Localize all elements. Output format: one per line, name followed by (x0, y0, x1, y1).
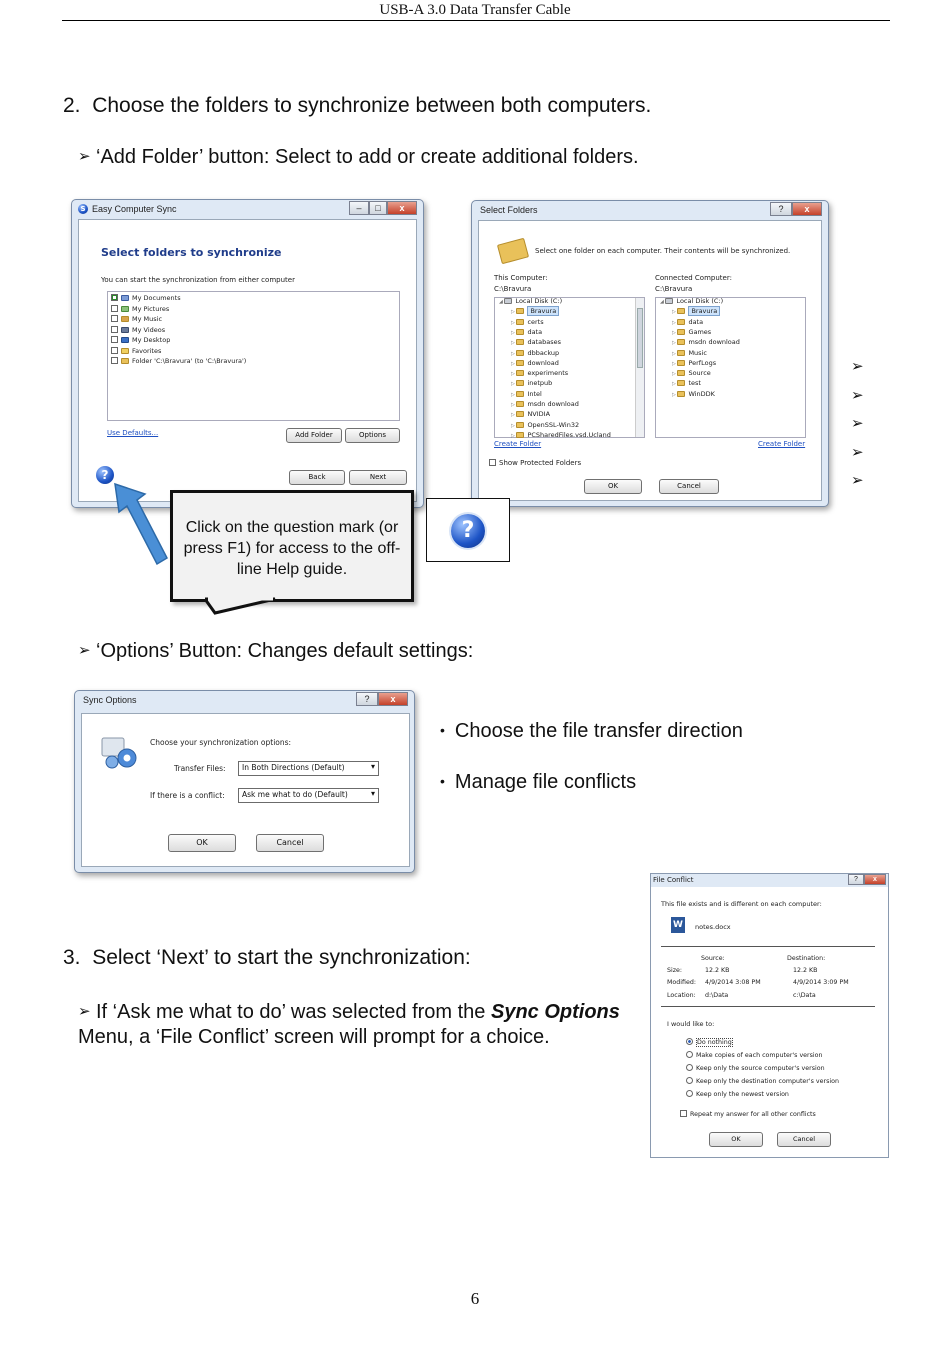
folder-label: My Music (132, 315, 163, 323)
cancel-button[interactable]: Cancel (659, 479, 719, 494)
modified-label: Modified: (667, 979, 696, 986)
tree-item[interactable] (511, 410, 550, 418)
step2-title: Choose the folders to synchronize between both computers. (92, 94, 652, 117)
option-point-text: Manage file conflicts (454, 771, 637, 793)
pictures-icon (121, 306, 129, 312)
tree-item-label: msdn download (527, 400, 579, 408)
tree-scrollbar[interactable] (635, 298, 644, 437)
tree-item[interactable] (672, 369, 711, 377)
conflict-file-name: notes.docx (695, 923, 731, 931)
checkbox-icon[interactable] (111, 305, 118, 312)
radio-keep-newest[interactable] (686, 1090, 789, 1098)
collapsed-chevron-icon[interactable]: ▷ (672, 360, 678, 367)
tree-item-label: certs (527, 317, 544, 326)
ok-button[interactable]: OK (584, 479, 642, 494)
collapsed-chevron-icon[interactable]: ▷ (511, 391, 517, 398)
scrollbar-thumb[interactable] (637, 308, 643, 368)
sync-settings-icon (100, 734, 140, 770)
folder-icon (677, 360, 685, 366)
arrow-bullet-icon: ➢ (78, 148, 91, 165)
tree-item-label: Local Disk (C:) (676, 297, 724, 305)
folder-icon (516, 319, 524, 325)
music-icon (121, 316, 129, 322)
this-computer-label: This Computer: (494, 274, 548, 282)
tree-item[interactable] (511, 379, 552, 387)
expanded-chevron-icon[interactable]: ◢ (660, 299, 666, 305)
sync-options-window (74, 690, 415, 873)
help-icon-box (426, 498, 510, 562)
tree-item-label: NVIDIA (527, 410, 551, 419)
expanded-chevron-icon[interactable]: ◢ (499, 299, 505, 305)
list-item[interactable] (111, 336, 170, 344)
help-callout (170, 490, 414, 602)
ecs-client-area (78, 219, 417, 502)
add-folder-button[interactable]: Add Folder (286, 428, 342, 443)
radio-label: Do nothing (697, 1039, 732, 1046)
callout-text: Click on the question mark (or press F1) for access to the off-line Help guide. (183, 519, 401, 578)
help-title-icon[interactable]: ? (356, 692, 378, 706)
conflict-resolution-select[interactable]: Ask me what to do (Default) ▾ (238, 788, 379, 803)
list-item[interactable] (111, 305, 169, 313)
close-icon[interactable]: x (792, 202, 822, 216)
folder-icon (516, 401, 524, 407)
checkbox-icon[interactable] (111, 357, 118, 364)
collapsed-chevron-icon[interactable]: ▷ (672, 350, 678, 357)
collapsed-chevron-icon[interactable]: ▷ (511, 360, 517, 367)
window-controls (349, 201, 417, 215)
collapsed-chevron-icon[interactable]: ▷ (672, 340, 678, 347)
connected-computer-path: C:\Bravura (655, 285, 693, 293)
tree-item[interactable] (511, 390, 542, 398)
source-header: Source: (701, 955, 725, 962)
tree-item[interactable] (511, 349, 559, 357)
checkbox-icon[interactable] (111, 347, 118, 354)
tree-item-label: experiments (527, 369, 569, 378)
collapsed-chevron-icon[interactable]: ▷ (511, 309, 517, 316)
open-folder-icon (497, 238, 529, 265)
would-like-label: I would like to: (667, 1020, 715, 1028)
tree-item-label: Local Disk (C:) (515, 297, 563, 305)
transfer-direction-select[interactable]: In Both Directions (Default) ▾ (238, 761, 379, 776)
collapsed-chevron-icon[interactable]: ▷ (672, 391, 678, 398)
desktop-icon (121, 337, 129, 343)
select-instruction: Select one folder on each computer. Their contents will be synchronized. (535, 247, 791, 255)
tree-item-label: Source (688, 369, 711, 378)
favorites-icon (121, 348, 129, 354)
repeat-answer-label: Repeat my answer for all other conflicts (690, 1111, 816, 1118)
bullet-dot-icon: • (440, 722, 445, 738)
checkbox-checked-icon[interactable] (111, 294, 118, 301)
tree-item-label: OpenSSL-Win32 (527, 420, 580, 429)
modified-source: 4/9/2014 3:08 PM (705, 979, 761, 986)
folder-label: My Videos (132, 325, 166, 334)
tree-item[interactable] (511, 431, 611, 439)
folder-icon (677, 380, 685, 386)
show-protected-row[interactable] (489, 459, 581, 467)
show-protected-label: Show Protected Folders (499, 459, 582, 467)
radio-icon[interactable] (686, 1077, 693, 1084)
size-label: Size: (667, 967, 683, 974)
radio-make-copies[interactable] (686, 1051, 823, 1059)
conflict-label: If there is a conflict: (150, 791, 225, 800)
radio-label: Keep only the destination computer's version (696, 1078, 839, 1085)
tree-item-label: inetpub (527, 379, 553, 388)
radio-selected-icon[interactable] (686, 1038, 693, 1045)
checkbox-icon[interactable] (680, 1110, 687, 1117)
folder-label: My Desktop (132, 336, 171, 344)
folder-icon (677, 350, 685, 356)
radio-label: Keep only the newest version (696, 1091, 789, 1098)
tree-item-label: databases (527, 338, 561, 347)
select-folders-heading: Select folders to synchronize (101, 246, 282, 259)
help-question-icon[interactable]: ? (96, 466, 114, 484)
location-destination: c:\Data (793, 992, 816, 999)
conflict-intro: This file exists and is different on each computer: (661, 900, 822, 908)
maximize-icon[interactable]: □ (369, 201, 387, 215)
sync-options-emphasis: Sync Options (490, 1001, 620, 1023)
tree-item[interactable] (672, 390, 715, 398)
collapsed-chevron-icon[interactable]: ▷ (672, 381, 678, 388)
arrow-bullet-icon: ➢ (851, 444, 864, 461)
list-item (440, 720, 743, 743)
tree-item[interactable] (672, 318, 703, 326)
page-number: 6 (470, 1289, 480, 1308)
add-folder-bullet (78, 146, 639, 169)
folder-icon (516, 339, 524, 345)
window-controls (770, 202, 822, 216)
tree-item-label: WinDDK (688, 389, 715, 398)
folder-label: My Documents (132, 294, 181, 302)
conflict-bullet-text-end: Menu, a ‘File Conflict’ screen will prompt for a choice. (78, 1026, 550, 1048)
documents-icon (121, 295, 129, 301)
radio-icon[interactable] (686, 1064, 693, 1071)
sync-options-client (81, 713, 410, 867)
list-item[interactable] (111, 315, 162, 323)
header-rule (62, 20, 890, 21)
cancel-button[interactable]: Cancel (777, 1132, 831, 1147)
window-title: Sync Options (83, 695, 137, 705)
use-defaults-link[interactable]: Use Defaults... (107, 429, 159, 437)
bullet-dot-icon: • (440, 773, 445, 789)
add-folder-bullet-text: ‘Add Folder’ button: Select to add or create additional folders. (96, 146, 639, 168)
page-header: USB-A 3.0 Data Transfer Cable (379, 2, 571, 18)
back-button[interactable]: Back (289, 470, 345, 485)
collapsed-chevron-icon[interactable]: ▷ (672, 371, 678, 378)
tree-item[interactable] (672, 338, 740, 346)
tree-item-label: download (527, 358, 559, 367)
app-logo-icon: S (78, 204, 88, 214)
tree-item-label: Intel (527, 389, 542, 398)
tree-item[interactable] (511, 369, 568, 377)
divider (661, 1006, 875, 1007)
collapsed-chevron-icon[interactable]: ▷ (511, 329, 517, 336)
tree-item[interactable] (511, 328, 542, 336)
transfer-files-label: Transfer Files: (174, 764, 226, 773)
list-item[interactable] (111, 357, 246, 365)
folder-list (107, 291, 400, 421)
checkbox-icon[interactable] (111, 315, 118, 322)
step3-title: Select ‘Next’ to start the synchronization: (92, 946, 471, 969)
arrow-bullet-icon: ➢ (851, 387, 864, 404)
arrow-bullet-icon: ➢ (851, 415, 864, 432)
folder-icon (516, 360, 524, 366)
collapsed-chevron-icon[interactable]: ▷ (511, 350, 517, 357)
options-bullet (78, 640, 473, 663)
location-source: d:\Data (705, 992, 729, 999)
options-bullet-text: ‘Options’ Button: Changes default settings: (96, 640, 474, 662)
sync-options-heading: Choose your synchronization options: (150, 738, 292, 747)
cancel-button[interactable]: Cancel (256, 834, 324, 852)
checkbox-icon[interactable] (111, 326, 118, 333)
connected-computer-label: Connected Computer: (655, 274, 732, 282)
tree-item[interactable] (660, 297, 723, 305)
folder-icon (516, 411, 524, 417)
collapsed-chevron-icon[interactable]: ▷ (672, 319, 678, 326)
this-computer-path: C:\Bravura (494, 285, 532, 293)
tree-item[interactable] (672, 349, 707, 357)
radio-icon[interactable] (686, 1090, 693, 1097)
radio-label: Make copies of each computer's version (696, 1052, 823, 1059)
close-icon[interactable]: x (864, 874, 886, 885)
checkbox-icon[interactable] (489, 459, 496, 466)
location-label: Location: (667, 992, 696, 999)
tree-item[interactable] (499, 297, 562, 305)
option-point-text: Choose the file transfer direction (454, 720, 743, 742)
arrow-bullet-icon: ➢ (78, 1003, 91, 1020)
repeat-answer-row[interactable] (680, 1110, 816, 1118)
collapsed-chevron-icon[interactable]: ▷ (672, 309, 678, 316)
collapsed-chevron-icon[interactable]: ▷ (511, 422, 517, 429)
folder-icon (516, 422, 524, 428)
window-title: Easy Computer Sync (92, 204, 177, 214)
size-source: 12.2 KB (705, 967, 730, 974)
tree-item[interactable] (511, 400, 579, 408)
collapsed-chevron-icon[interactable]: ▷ (511, 381, 517, 388)
folder-icon (516, 350, 524, 356)
folder-icon (677, 329, 685, 335)
file-conflict-window (650, 873, 889, 1158)
easy-computer-sync-window (71, 199, 424, 508)
window-controls (848, 874, 886, 885)
arrow-bullet-icon: ➢ (851, 358, 864, 375)
create-folder-right-link[interactable]: Create Folder (758, 440, 806, 448)
tree-item[interactable] (511, 318, 544, 326)
create-folder-left-link[interactable]: Create Folder (494, 440, 542, 448)
folder-icon (121, 358, 129, 364)
tree-item-label: PerfLogs (688, 358, 717, 367)
collapsed-chevron-icon[interactable]: ▷ (511, 340, 517, 347)
folder-icon (516, 370, 524, 376)
tree-item[interactable] (672, 328, 711, 336)
radio-label: Keep only the source computer's version (696, 1065, 825, 1072)
folder-icon (516, 432, 524, 438)
arrow-bullet-icon: ➢ (851, 472, 864, 489)
callout-tail (205, 597, 280, 617)
tree-item-label: Games (688, 327, 712, 336)
size-destination: 12.2 KB (793, 967, 818, 974)
tree-item-label: PCSharedFiles.vsd.Ucland (527, 430, 611, 439)
folder-icon (516, 308, 524, 314)
step3-number: 3. (63, 946, 81, 969)
collapsed-chevron-icon[interactable]: ▷ (511, 319, 517, 326)
list-item[interactable] (111, 326, 165, 334)
conflict-bullet-text: If ‘Ask me what to do’ was selected from the (96, 1001, 491, 1023)
divider (661, 946, 875, 947)
step2-number: 2. (63, 94, 81, 117)
folder-icon (516, 380, 524, 386)
word-document-icon: W (671, 917, 685, 933)
modified-destination: 4/9/2014 3:09 PM (793, 979, 849, 986)
next-button[interactable]: Next (349, 470, 407, 485)
list-item[interactable] (111, 347, 161, 355)
tree-item[interactable] (672, 307, 720, 315)
radio-icon[interactable] (686, 1051, 693, 1058)
ok-button[interactable]: OK (709, 1132, 763, 1147)
conflict-bullet (78, 999, 643, 1050)
sync-subtext: You can start the synchronization from either computer (101, 276, 295, 284)
window-controls (356, 692, 408, 706)
tree-item-label: data (688, 317, 704, 326)
radio-keep-source[interactable] (686, 1064, 825, 1072)
checkbox-icon[interactable] (111, 336, 118, 343)
help-title-icon[interactable]: ? (848, 874, 864, 885)
folder-label: My Pictures (132, 304, 170, 313)
collapsed-chevron-icon[interactable]: ▷ (511, 371, 517, 378)
options-button[interactable]: Options (345, 428, 400, 443)
radio-do-nothing[interactable] (686, 1038, 733, 1046)
folder-icon (677, 308, 685, 314)
tree-item-label: msdn download (688, 338, 740, 347)
folder-icon (516, 329, 524, 335)
destination-header: Destination: (787, 955, 826, 962)
tree-item[interactable] (511, 359, 559, 367)
tree-item[interactable] (672, 379, 701, 387)
tree-item[interactable] (511, 338, 561, 346)
collapsed-chevron-icon[interactable]: ▷ (511, 412, 517, 419)
folder-icon (677, 370, 685, 376)
minimize-icon[interactable]: – (349, 201, 369, 215)
ok-button[interactable]: OK (168, 834, 236, 852)
collapsed-chevron-icon[interactable]: ▷ (511, 432, 517, 439)
pointer-arrow-icon (105, 478, 175, 568)
help-title-icon[interactable]: ? (770, 202, 792, 216)
folder-icon (677, 339, 685, 345)
tree-item[interactable] (511, 307, 559, 315)
folder-label: Folder 'C:\Bravura' (to 'C:\Bravura') (132, 357, 247, 365)
folder-icon (677, 391, 685, 397)
arrow-bullet-icon: ➢ (78, 642, 91, 659)
videos-icon (121, 327, 129, 333)
list-item (440, 771, 636, 794)
radio-keep-destination[interactable] (686, 1077, 839, 1085)
step2-heading (63, 94, 651, 118)
tree-item-label: test (688, 379, 701, 388)
drive-icon (665, 298, 673, 304)
tree-item-label: data (527, 327, 543, 336)
list-item[interactable] (111, 294, 181, 302)
help-question-icon: ? (451, 514, 485, 548)
close-icon[interactable]: x (378, 692, 408, 706)
tree-item-label: Music (688, 348, 707, 357)
window-title: Select Folders (480, 205, 538, 215)
folder-icon (677, 319, 685, 325)
tree-item[interactable] (511, 421, 579, 429)
tree-item[interactable] (672, 359, 716, 367)
tree-item-label: Bravura (527, 306, 559, 316)
window-title: File Conflict (653, 876, 694, 884)
tree-item-label: Bravura (688, 306, 720, 316)
step3-heading (63, 946, 471, 970)
collapsed-chevron-icon[interactable]: ▷ (672, 329, 678, 336)
tree-item-label: dbbackup (527, 348, 560, 357)
folder-label: Favorites (132, 346, 162, 355)
drive-icon (504, 298, 512, 304)
collapsed-chevron-icon[interactable]: ▷ (511, 402, 517, 408)
close-icon[interactable]: x (387, 201, 417, 215)
folder-icon (516, 391, 524, 397)
